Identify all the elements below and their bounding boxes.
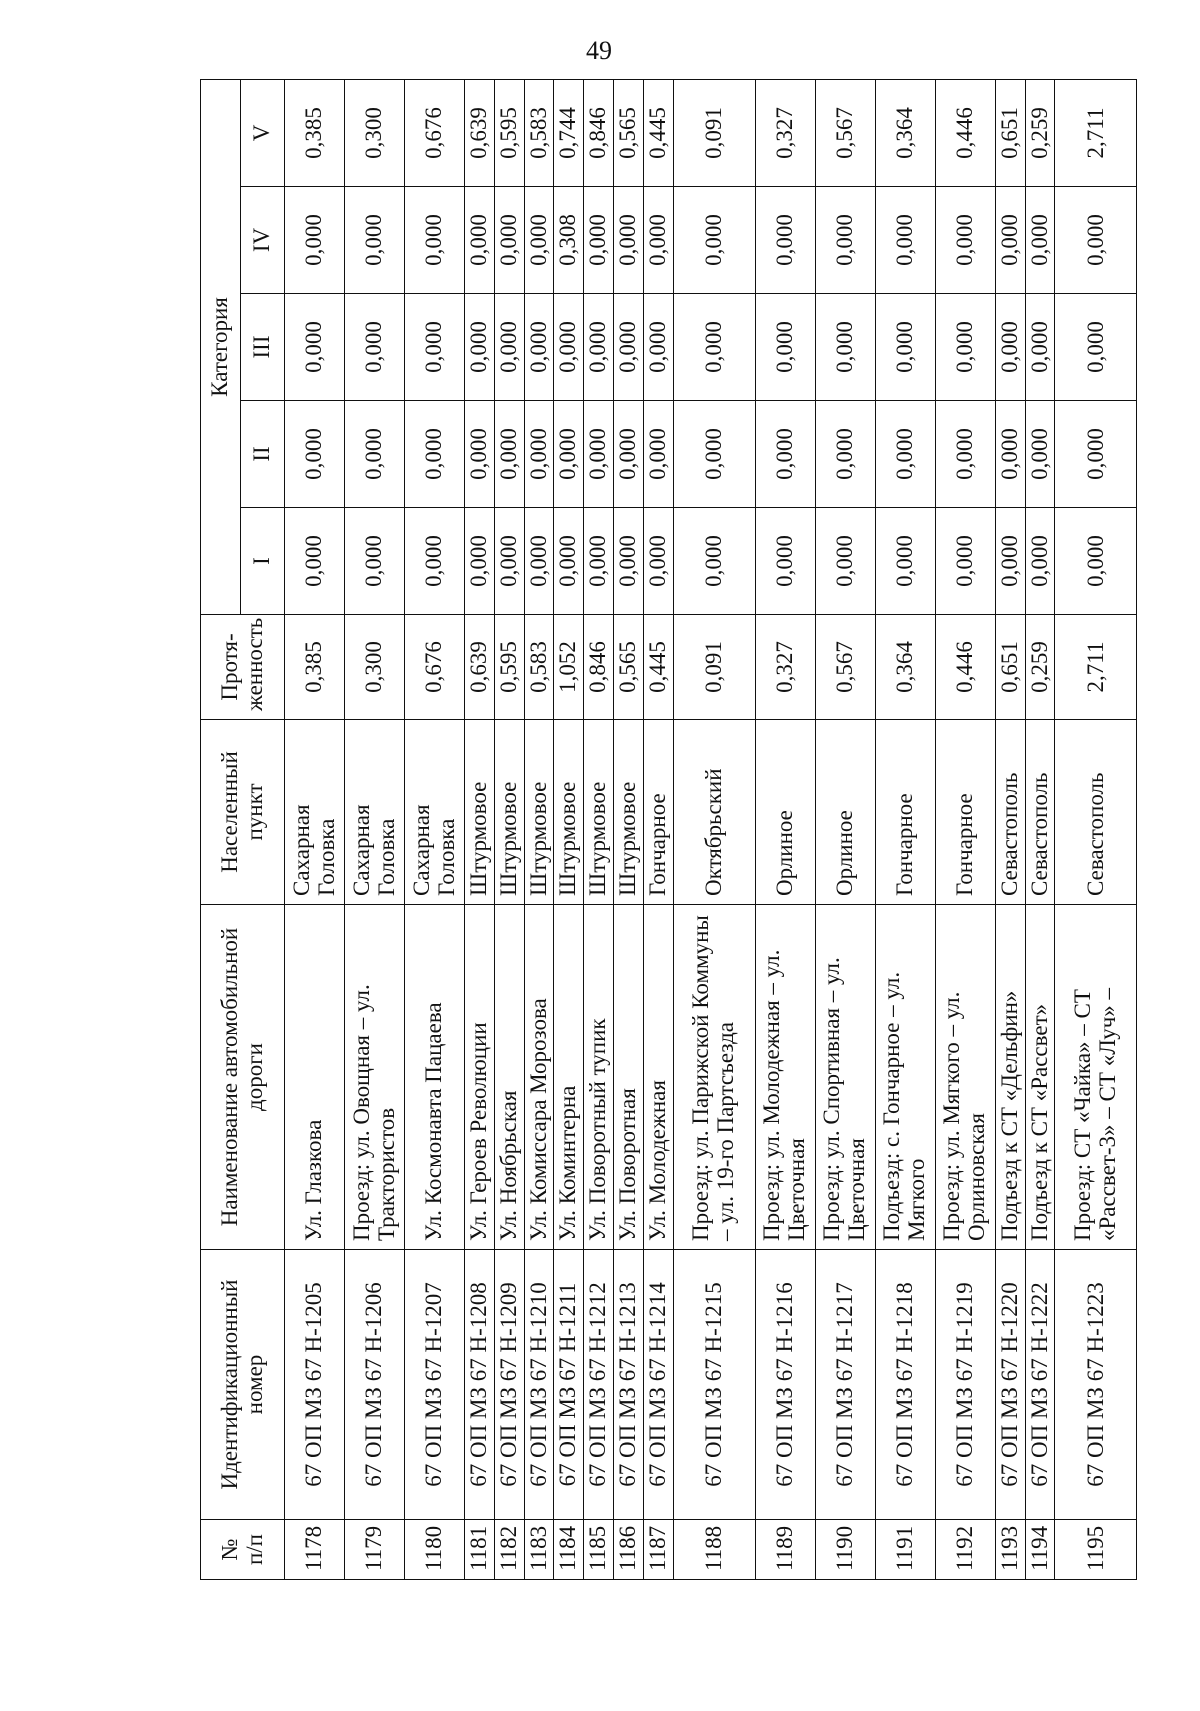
- cell-length: 2,711: [1055, 615, 1137, 720]
- cell-category-iv: 0,000: [643, 187, 673, 294]
- cell-id: 67 ОП МЗ 67 Н-1220: [995, 1250, 1025, 1520]
- cell-road-name: Подъезд: с. Гончарное – ул. Мягкого: [875, 905, 935, 1250]
- table-row: [935, 79, 995, 1579]
- cell-category-ii: 0,000: [643, 401, 673, 508]
- cell-category-iii: 0,000: [584, 294, 614, 401]
- cell-category-v: 0,445: [643, 79, 673, 186]
- cell-category-iii: 0,000: [815, 294, 875, 401]
- cell-category-i: 0,000: [995, 508, 1025, 615]
- cell-category-i: 0,000: [815, 508, 875, 615]
- cell-category-iii: 0,000: [755, 294, 815, 401]
- cell-locality: Орлиное: [755, 720, 815, 905]
- cell-category-ii: 0,000: [875, 401, 935, 508]
- cell-length: 0,300: [345, 615, 405, 720]
- cell-length: 0,259: [1025, 615, 1055, 720]
- cell-locality: Гончарное: [875, 720, 935, 905]
- cell-category-i: 0,000: [524, 508, 554, 615]
- cell-category-ii: 0,000: [345, 401, 405, 508]
- cell-road-name: Ул. Коминтерна: [554, 905, 584, 1250]
- cell-locality: Гончарное: [935, 720, 995, 905]
- cell-id: 67 ОП МЗ 67 Н-1215: [673, 1250, 755, 1520]
- cell-category-iv: 0,000: [673, 187, 755, 294]
- header-category-i: I: [241, 508, 285, 615]
- cell-category-iii: 0,000: [524, 294, 554, 401]
- table-body: [285, 79, 1137, 1579]
- cell-id: 67 ОП МЗ 67 Н-1209: [494, 1250, 524, 1520]
- table-row: [875, 79, 935, 1579]
- cell-category-i: 0,000: [935, 508, 995, 615]
- cell-locality: Гончарное: [643, 720, 673, 905]
- table-row: [524, 79, 554, 1579]
- cell-id: 67 ОП МЗ 67 Н-1217: [815, 1250, 875, 1520]
- cell-number: 1194: [1025, 1520, 1055, 1580]
- cell-id: 67 ОП МЗ 67 Н-1214: [643, 1250, 673, 1520]
- cell-category-v: 0,091: [673, 79, 755, 186]
- table-row: [643, 79, 673, 1579]
- cell-road-name: Проезд: ул. Спортивная – ул. Цветочная: [815, 905, 875, 1250]
- table-row: [1055, 79, 1137, 1579]
- cell-category-i: 0,000: [875, 508, 935, 615]
- cell-road-name: Ул. Космонавта Пацаева: [405, 905, 465, 1250]
- header-locality: Населенный пункт: [201, 720, 285, 905]
- cell-category-iii: 0,000: [995, 294, 1025, 401]
- cell-number: 1190: [815, 1520, 875, 1580]
- cell-road-name: Подъезд к СТ «Дельфин»: [995, 905, 1025, 1250]
- table-row: [995, 79, 1025, 1579]
- cell-locality: Штурмовое: [494, 720, 524, 905]
- cell-road-name: Ул. Молодежная: [643, 905, 673, 1250]
- cell-locality: Севастополь: [995, 720, 1025, 905]
- cell-locality: Севастополь: [1025, 720, 1055, 905]
- cell-category-ii: 0,000: [554, 401, 584, 508]
- cell-category-ii: 0,000: [584, 401, 614, 508]
- cell-category-v: 0,567: [815, 79, 875, 186]
- cell-category-i: 0,000: [554, 508, 584, 615]
- header-number: № п/п: [201, 1520, 285, 1580]
- cell-id: 67 ОП МЗ 67 Н-1208: [465, 1250, 495, 1520]
- table-row: [1025, 79, 1055, 1579]
- cell-category-iv: 0,000: [494, 187, 524, 294]
- cell-number: 1186: [614, 1520, 644, 1580]
- cell-category-iii: 0,000: [673, 294, 755, 401]
- cell-number: 1195: [1055, 1520, 1137, 1580]
- cell-number: 1188: [673, 1520, 755, 1580]
- cell-category-v: 2,711: [1055, 79, 1137, 186]
- cell-id: 67 ОП МЗ 67 Н-1213: [614, 1250, 644, 1520]
- cell-length: 0,676: [405, 615, 465, 720]
- cell-category-iv: 0,000: [285, 187, 345, 294]
- cell-category-ii: 0,000: [1025, 401, 1055, 508]
- header-category-iii: III: [241, 294, 285, 401]
- cell-category-i: 0,000: [345, 508, 405, 615]
- cell-number: 1183: [524, 1520, 554, 1580]
- cell-locality: Сахарная Головка: [345, 720, 405, 905]
- cell-category-ii: 0,000: [494, 401, 524, 508]
- cell-locality: Штурмовое: [614, 720, 644, 905]
- cell-category-ii: 0,000: [755, 401, 815, 508]
- roads-table-rotated: [200, 80, 1120, 1580]
- cell-category-ii: 0,000: [815, 401, 875, 508]
- cell-category-v: 0,639: [465, 79, 495, 186]
- cell-locality: Штурмовое: [584, 720, 614, 905]
- cell-category-i: 0,000: [643, 508, 673, 615]
- cell-id: 67 ОП МЗ 67 Н-1219: [935, 1250, 995, 1520]
- cell-road-name: Ул. Героев Революции: [465, 905, 495, 1250]
- cell-road-name: Ул. Поворотный тупик: [584, 905, 614, 1250]
- cell-category-ii: 0,000: [524, 401, 554, 508]
- cell-road-name: Ул. Ноябрьская: [494, 905, 524, 1250]
- cell-road-name: Ул. Поворотная: [614, 905, 644, 1250]
- cell-locality: Севастополь: [1055, 720, 1137, 905]
- cell-category-iii: 0,000: [1055, 294, 1137, 401]
- roads-table: [200, 79, 1137, 1580]
- table-row: [554, 79, 584, 1579]
- cell-category-v: 0,300: [345, 79, 405, 186]
- cell-category-i: 0,000: [1025, 508, 1055, 615]
- cell-category-v: 0,744: [554, 79, 584, 186]
- table-row: [345, 79, 405, 1579]
- cell-number: 1191: [875, 1520, 935, 1580]
- cell-length: 0,651: [995, 615, 1025, 720]
- cell-number: 1193: [995, 1520, 1025, 1580]
- cell-id: 67 ОП МЗ 67 Н-1222: [1025, 1250, 1055, 1520]
- cell-id: 67 ОП МЗ 67 Н-1205: [285, 1250, 345, 1520]
- cell-id: 67 ОП МЗ 67 Н-1216: [755, 1250, 815, 1520]
- cell-category-v: 0,446: [935, 79, 995, 186]
- cell-locality: Сахарная Головка: [405, 720, 465, 905]
- cell-road-name: Подъезд к СТ «Рассвет»: [1025, 905, 1055, 1250]
- cell-length: 0,091: [673, 615, 755, 720]
- cell-category-iii: 0,000: [875, 294, 935, 401]
- cell-length: 1,052: [554, 615, 584, 720]
- cell-number: 1187: [643, 1520, 673, 1580]
- cell-category-v: 0,595: [494, 79, 524, 186]
- cell-category-ii: 0,000: [285, 401, 345, 508]
- cell-category-iv: 0,000: [815, 187, 875, 294]
- cell-number: 1192: [935, 1520, 995, 1580]
- cell-length: 0,327: [755, 615, 815, 720]
- cell-category-v: 0,259: [1025, 79, 1055, 186]
- cell-category-iv: 0,000: [1055, 187, 1137, 294]
- cell-category-v: 0,846: [584, 79, 614, 186]
- cell-road-name: Проезд: СТ «Чайка» – СТ «Рассвет-3» – СТ «Луч» –: [1055, 905, 1137, 1250]
- cell-id: 67 ОП МЗ 67 Н-1211: [554, 1250, 584, 1520]
- table-row: [285, 79, 345, 1579]
- cell-category-iii: 0,000: [614, 294, 644, 401]
- cell-category-ii: 0,000: [1055, 401, 1137, 508]
- table-row: [815, 79, 875, 1579]
- cell-category-iv: 0,000: [405, 187, 465, 294]
- cell-category-iv: 0,000: [524, 187, 554, 294]
- cell-category-ii: 0,000: [673, 401, 755, 508]
- header-road-name: Наименование автомобильной дороги: [201, 905, 285, 1250]
- cell-length: 0,364: [875, 615, 935, 720]
- cell-category-iii: 0,000: [935, 294, 995, 401]
- cell-category-v: 0,364: [875, 79, 935, 186]
- cell-number: 1184: [554, 1520, 584, 1580]
- cell-category-i: 0,000: [755, 508, 815, 615]
- cell-road-name: Ул. Комиссара Морозова: [524, 905, 554, 1250]
- cell-category-iv: 0,308: [554, 187, 584, 294]
- cell-category-iv: 0,000: [755, 187, 815, 294]
- cell-category-v: 0,565: [614, 79, 644, 186]
- cell-number: 1185: [584, 1520, 614, 1580]
- cell-category-iv: 0,000: [584, 187, 614, 294]
- page-number: 49: [586, 36, 612, 65]
- cell-category-iii: 0,000: [494, 294, 524, 401]
- cell-category-iv: 0,000: [345, 187, 405, 294]
- cell-category-i: 0,000: [1055, 508, 1137, 615]
- cell-category-iv: 0,000: [875, 187, 935, 294]
- cell-id: 67 ОП МЗ 67 Н-1223: [1055, 1250, 1137, 1520]
- cell-number: 1180: [405, 1520, 465, 1580]
- cell-category-v: 0,327: [755, 79, 815, 186]
- cell-category-iii: 0,000: [345, 294, 405, 401]
- cell-category-i: 0,000: [465, 508, 495, 615]
- cell-category-iv: 0,000: [935, 187, 995, 294]
- cell-category-i: 0,000: [405, 508, 465, 615]
- cell-category-iii: 0,000: [285, 294, 345, 401]
- cell-locality: Штурмовое: [465, 720, 495, 905]
- cell-category-i: 0,000: [614, 508, 644, 615]
- cell-category-iv: 0,000: [1025, 187, 1055, 294]
- table-row: [405, 79, 465, 1579]
- cell-number: 1182: [494, 1520, 524, 1580]
- cell-number: 1178: [285, 1520, 345, 1580]
- table-header: [201, 79, 285, 1579]
- header-length: Протя- женность: [201, 615, 285, 720]
- cell-category-ii: 0,000: [405, 401, 465, 508]
- cell-category-iv: 0,000: [995, 187, 1025, 294]
- cell-road-name: Проезд: ул. Мягкого – ул. Орлиновская: [935, 905, 995, 1250]
- cell-category-i: 0,000: [584, 508, 614, 615]
- cell-category-iii: 0,000: [1025, 294, 1055, 401]
- cell-category-v: 0,385: [285, 79, 345, 186]
- cell-road-name: Проезд: ул. Молодежная – ул. Цветочная: [755, 905, 815, 1250]
- cell-length: 0,446: [935, 615, 995, 720]
- cell-locality: Штурмовое: [554, 720, 584, 905]
- cell-category-ii: 0,000: [995, 401, 1025, 508]
- header-category-ii: II: [241, 401, 285, 508]
- cell-locality: Орлиное: [815, 720, 875, 905]
- cell-length: 0,445: [643, 615, 673, 720]
- cell-id: 67 ОП МЗ 67 Н-1210: [524, 1250, 554, 1520]
- header-id: Идентификационный номер: [201, 1250, 285, 1520]
- cell-category-ii: 0,000: [935, 401, 995, 508]
- cell-category-i: 0,000: [285, 508, 345, 615]
- cell-length: 0,385: [285, 615, 345, 720]
- table-row: [673, 79, 755, 1579]
- cell-locality: Сахарная Головка: [285, 720, 345, 905]
- cell-length: 0,846: [584, 615, 614, 720]
- cell-category-iii: 0,000: [554, 294, 584, 401]
- cell-id: 67 ОП МЗ 67 Н-1206: [345, 1250, 405, 1520]
- cell-road-name: Ул. Глазкова: [285, 905, 345, 1250]
- header-category: Категория: [201, 79, 241, 614]
- cell-category-ii: 0,000: [465, 401, 495, 508]
- cell-category-iii: 0,000: [465, 294, 495, 401]
- cell-road-name: Проезд: ул. Овощная – ул. Трактористов: [345, 905, 405, 1250]
- table-row: [614, 79, 644, 1579]
- cell-id: 67 ОП МЗ 67 Н-1207: [405, 1250, 465, 1520]
- cell-category-iii: 0,000: [643, 294, 673, 401]
- header-category-v: V: [241, 79, 285, 186]
- cell-length: 0,595: [494, 615, 524, 720]
- table-row: [465, 79, 495, 1579]
- header-category-iv: IV: [241, 187, 285, 294]
- cell-id: 67 ОП МЗ 67 Н-1212: [584, 1250, 614, 1520]
- cell-category-iii: 0,000: [405, 294, 465, 401]
- cell-locality: Штурмовое: [524, 720, 554, 905]
- cell-category-iv: 0,000: [465, 187, 495, 294]
- cell-length: 0,583: [524, 615, 554, 720]
- cell-category-iv: 0,000: [614, 187, 644, 294]
- table-row: [494, 79, 524, 1579]
- cell-category-v: 0,676: [405, 79, 465, 186]
- cell-category-i: 0,000: [673, 508, 755, 615]
- cell-category-i: 0,000: [494, 508, 524, 615]
- cell-length: 0,565: [614, 615, 644, 720]
- cell-category-v: 0,583: [524, 79, 554, 186]
- cell-number: 1189: [755, 1520, 815, 1580]
- table-row: [755, 79, 815, 1579]
- table-row: [584, 79, 614, 1579]
- cell-locality: Октябрьский: [673, 720, 755, 905]
- cell-number: 1179: [345, 1520, 405, 1580]
- cell-id: 67 ОП МЗ 67 Н-1218: [875, 1250, 935, 1520]
- cell-category-ii: 0,000: [614, 401, 644, 508]
- cell-number: 1181: [465, 1520, 495, 1580]
- cell-length: 0,567: [815, 615, 875, 720]
- cell-length: 0,639: [465, 615, 495, 720]
- cell-category-v: 0,651: [995, 79, 1025, 186]
- cell-road-name: Проезд: ул. Парижской Коммуны – ул. 19-го Партсъезда: [673, 905, 755, 1250]
